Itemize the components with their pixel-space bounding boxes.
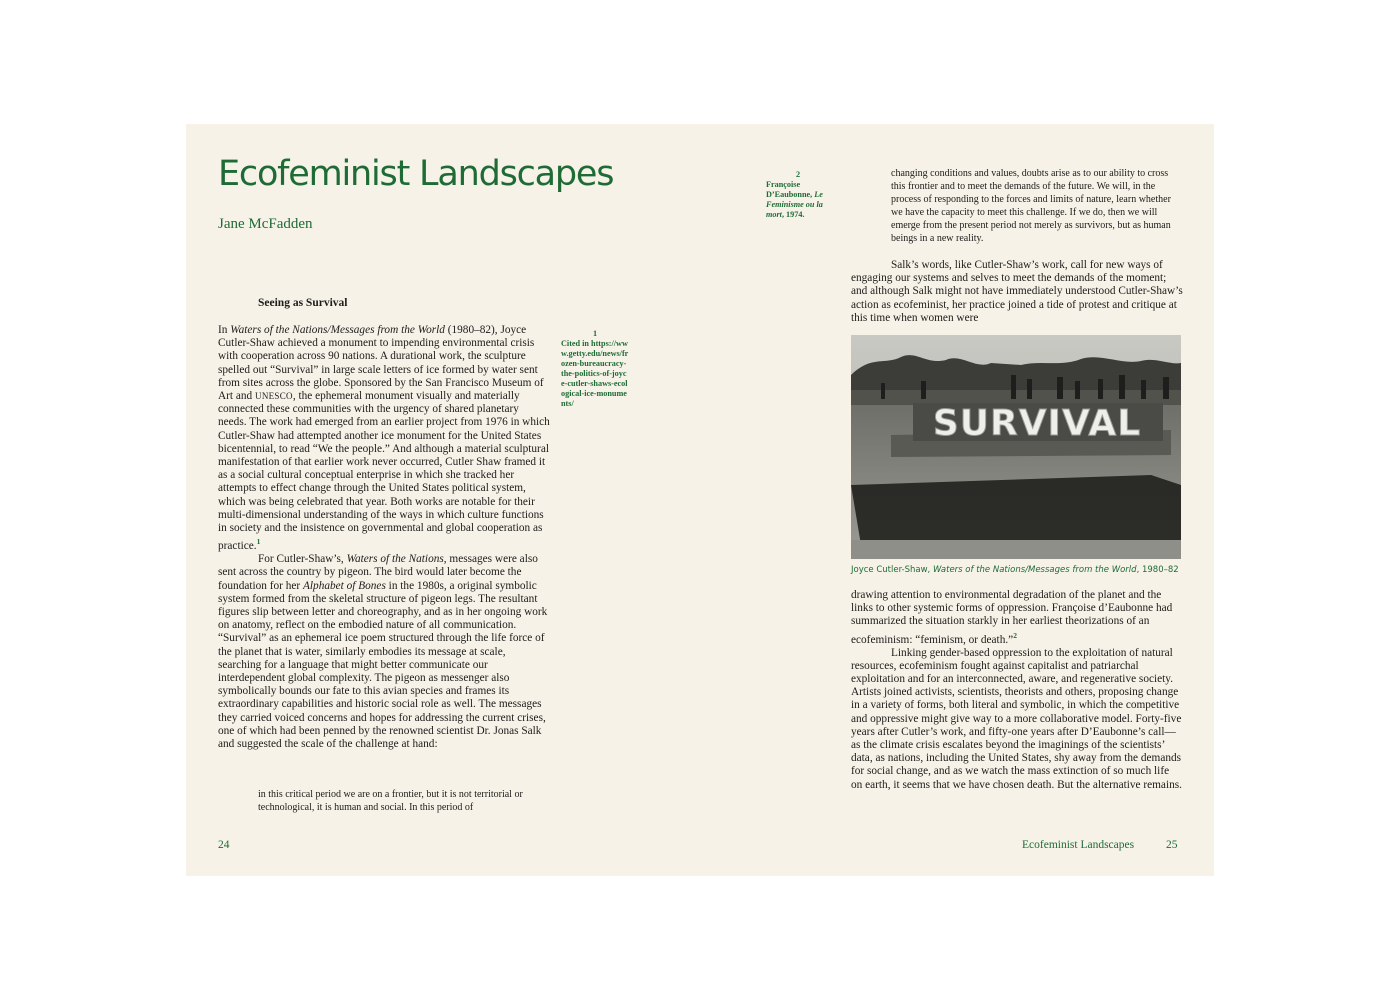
survival-photograph (851, 335, 1181, 559)
paragraph-3: Salk’s words, like Cutler-Shaw’s work, call for new ways of engaging our systems and selves to meet the demands of the moment; and although Salk might not have immediately understood Cutler-Shaw’s action as ecofeminist, her practice joined a tide of protest and critique at this time when women were (851, 259, 1183, 324)
right-body-column-top (851, 259, 1183, 325)
footnote-marker-2: 2 (1013, 630, 1017, 640)
paragraph-4: drawing attention to environmental degradation of the planet and the links to other systemic forms of oppression. Françoise d’Eaubonne had summarized the situation starkly in her earliest theorizations of an ecofeminism: “feminism, or death.”$^2$ (851, 589, 1173, 646)
right-body-column-bottom (851, 589, 1183, 792)
author-name: Jane McFadden (218, 216, 313, 232)
paragraph-2: For Cutler-Shaw’s, Waters of the Nations, messages were also sent across the country by pigeon. The bird would later become the foundation for her Alphabet of Bones in the 1980s, a original symbolic system formed from the skeletal structure of pigeon legs. The resultant figures slip between letter and choreography, and as in her ongoing work on anatomy, reflect on the embodied nature of all communication. “Survival” as an ephemeral ice poem structured through the life force of the planet that is water, similarly embodies its message at scale, searching for a language that might better communicate our interdependent global complexity. The pigeon as messenger also symbolically bounds our fate to this avian species and frames its extraordinary capabilities and historic social role as well. The messages they carried voiced concerns and hopes for addressing the current crises, one of which had been penned by the renowned scientist Dr. Jonas Salk and suggested the scale of the challenge at hand: (218, 553, 548, 751)
chapter-title: Ecofeminist Landscapes (218, 154, 614, 194)
footnote-marker-1: 1 (256, 537, 261, 547)
photo-caption: Joyce Cutler-Shaw, Waters of the Nations/Messages from the World, 1980–82 (851, 565, 1179, 575)
sidenote-1-number: 1 (592, 329, 598, 338)
folio-left: 24 (218, 839, 230, 851)
sidenote-1 (561, 329, 629, 409)
sidenote-2-number: 2 (795, 170, 801, 179)
block-quote-continued: changing conditions and values, doubts arise as to our ability to cross this frontier and to meet the demands of the future. We will, in the process of responding to the forces and limits of nature, learn whether we have the capacity to meet this challenge. If we do, then we will emerge from the present period not merely as survivors, but as human beings in a new reality. (891, 168, 1171, 244)
section-heading: Seeing as Survival (258, 297, 348, 309)
photo-sign-text: SURVIVAL (932, 403, 1142, 444)
folio-right: 25 (1166, 839, 1178, 851)
sidenote-1-text: Cited in https://www.getty.edu/news/frozen-bureaucracy-the-politics-of-joyce-cutler-shaws-ecological-ice-monuments/ (561, 339, 629, 408)
running-head: Ecofeminist Landscapes (1022, 839, 1135, 851)
paragraph-1: In Waters of the Nations/Messages from the World (1980–82), Joyce Cutler-Shaw achieved a monument to impending environmental crisis with cooperation across 90 nations. A durational work, the sculpture spelled out “Survival” in large scale letters of ice formed by water sent from sites across the globe. Sponsored by the San Francisco Museum of Art and UNESCO, the ephemeral monument visually and materially connected these communities with the urgency of shared planetary needs. The work had emerged from an earlier project from 1976 in which Cutler-Shaw had attempted another ice monument for the United States bicentennial, to read “We the people.” And although a material sculptural manifestation of that earlier work never occurred, Cutler Shaw framed it as a social cultural conceptual enterprise in which she tracked her attempts to effect change through the United States political system, which was being celebrated that year. Both works are notable for their multi-dimensional understanding of the ways in which culture functions in society and the insistence on governmental and global cooperation as practice.$^1$ (218, 324, 550, 553)
sidenote-2: 2 Françoise D’Eaubonne, Le Feminisme ou la mort, 1974. (766, 170, 830, 220)
paragraph-5: Linking gender-based oppression to the exploitation of natural resources, ecofeminism fought against capitalist and patriarchal exploitation and for an interconnected, aware, and regenerative society. Artists joined activists, scientists, theorists and others, proposing change in a variety of forms, both literal and symbolic, in which the competitive and oppressive might give way to a more collaborative model. Forty-five years after Cutler’s work, and fifty-one years after D’Eaubonne’s call—as the climate crisis escalates beyond the imaginings of the scientists’ data, as nations, including the United States, shy away from the demands for social change, and as we watch the mass extinction of so much life on earth, it seems that we have chosen death. But the alternative remains. (851, 646, 1182, 791)
left-body-column (218, 324, 550, 751)
block-quote-start: in this critical period we are on a frontier, but it is not territorial or technological, it is human and social. In this period of (258, 789, 523, 813)
